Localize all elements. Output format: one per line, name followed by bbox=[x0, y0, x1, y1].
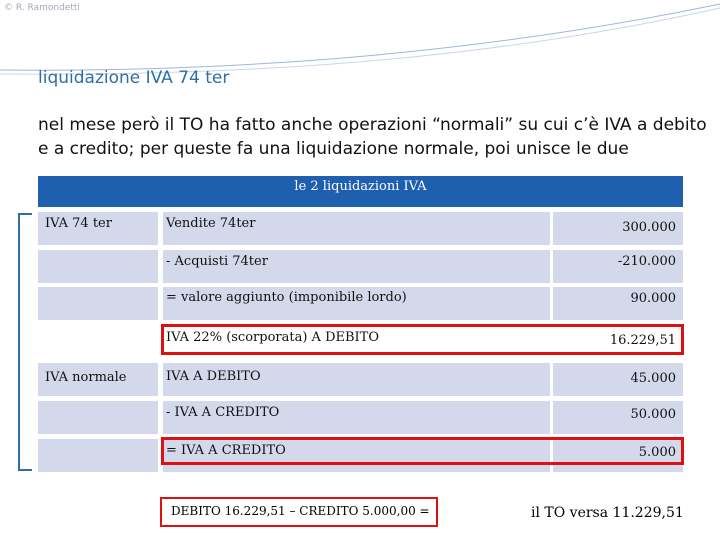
row-label: IVA 22% (scorporata) A DEBITO bbox=[166, 330, 379, 345]
group-label-cell bbox=[38, 401, 158, 434]
slide-title: liquidazione IVA 74 ter bbox=[38, 68, 230, 88]
row-label: - Acquisti 74ter bbox=[166, 254, 268, 269]
summary-calculation: DEBITO 16.229,51 – CREDITO 5.000,00 = bbox=[160, 497, 438, 527]
group-label-iva-normale: IVA normale bbox=[45, 370, 127, 385]
group-label-cell bbox=[38, 250, 158, 283]
summary-result: il TO versa 11.229,51 bbox=[531, 505, 684, 521]
row-value: 300.000 bbox=[622, 220, 676, 235]
copyright: © R. Ramondetti bbox=[4, 3, 80, 13]
row-label: - IVA A CREDITO bbox=[166, 405, 280, 420]
row-value: 45.000 bbox=[630, 371, 676, 386]
row-label: = valore aggiunto (imponibile lordo) bbox=[166, 290, 407, 305]
group-label-iva-74ter: IVA 74 ter bbox=[45, 216, 112, 231]
row-label: Vendite 74ter bbox=[166, 216, 256, 231]
row-value: -210.000 bbox=[617, 254, 676, 269]
row-value: 90.000 bbox=[630, 291, 676, 306]
slide-body-text: nel mese però il TO ha fatto anche operazioni “normali” su cui c’è IVA a debito e a credito; per queste fa una liquidazione normale, poi unisce le due bbox=[38, 115, 707, 159]
row-value: 50.000 bbox=[630, 407, 676, 422]
group-bracket bbox=[18, 213, 32, 471]
highlight-box-iva-debito bbox=[161, 324, 684, 355]
table-header: le 2 liquidazioni IVA bbox=[38, 176, 683, 207]
row-value: 16.229,51 bbox=[609, 333, 676, 348]
row-label: = IVA A CREDITO bbox=[166, 443, 286, 458]
row-value: 5.000 bbox=[638, 445, 676, 460]
highlight-box-iva-credito bbox=[161, 437, 684, 465]
group-label-cell bbox=[38, 287, 158, 320]
group-label-cell bbox=[38, 439, 158, 472]
row-label: IVA A DEBITO bbox=[166, 369, 261, 384]
